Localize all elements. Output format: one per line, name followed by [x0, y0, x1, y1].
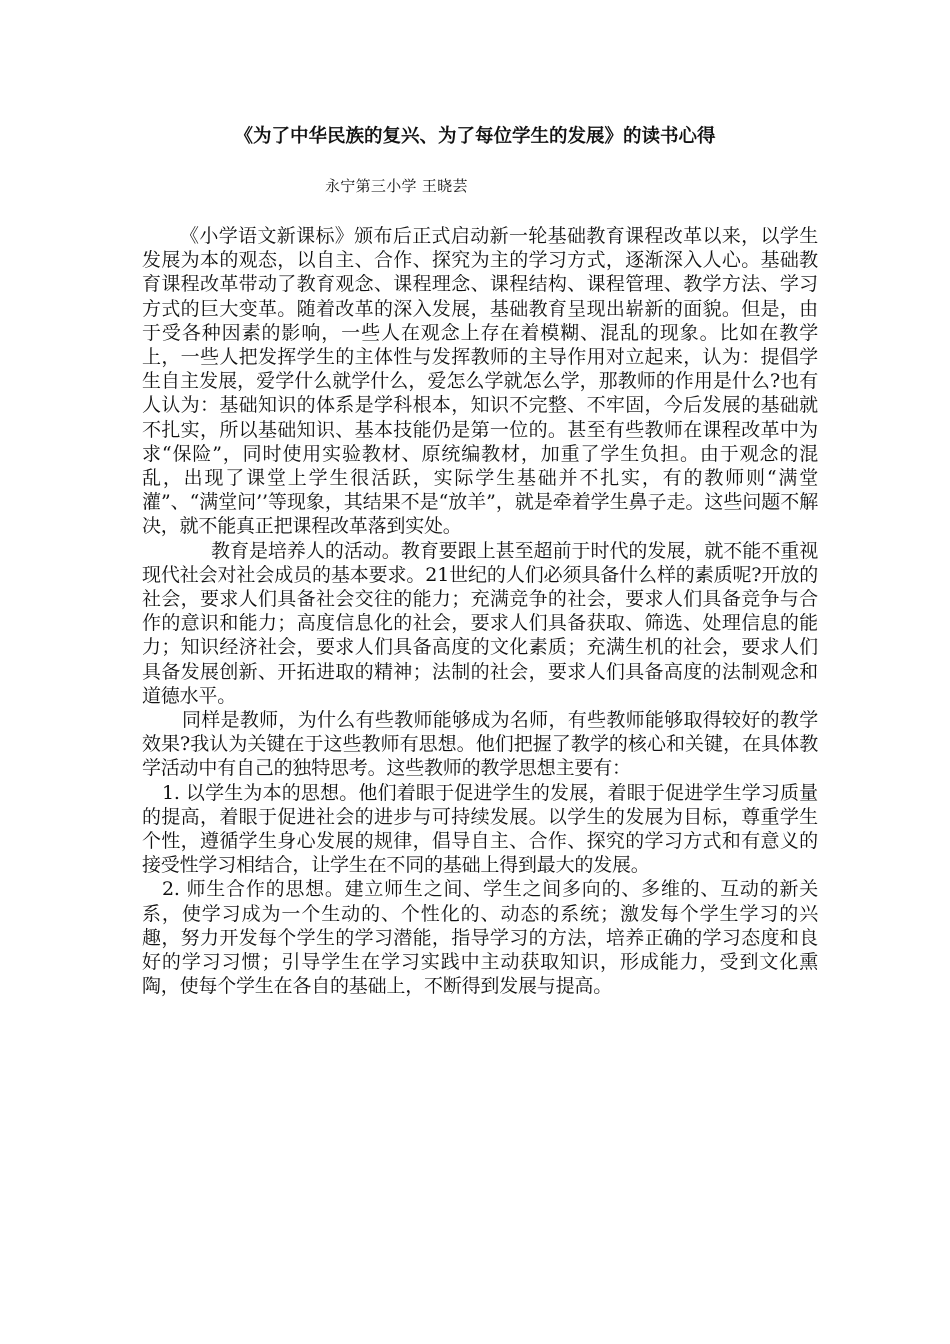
document-title: 《为了中华民族的复兴、为了每位学生的发展》的读书心得	[234, 126, 716, 147]
document-body	[142, 224, 818, 999]
paragraph-intro: 《小学语文新课标》颁布后正式启动新一轮基础教育课程改革以来，以学生发展为本的观态，以自主、合作、探究为主的学习方式，逐渐深入人心。基础教育课程改革带动了教育观念、课程理念、课程结构、课程管理、教学方法、学习方式的巨大变革。随着改革的深入发展，基础教育呈现出崭新的面貌。但是，由于受各种因素的影响，一些人在观念上存在着模糊、混乱的现象。比如在教学上，一些人把发挥学生的主体性与发挥教师的主导作用对立起来，认为：提倡学生自主发展，爱学什么就学什么，爱怎么学就怎么学，那教师的作用是什么?也有人认为：基础知识的体系是学科根本，知识不完整、不牢固，今后发展的基础就不扎实，所以基础知识、基本技能仍是第一位的。甚至有些教师在课程改革中为求“保险”，同时使用实验教材、原统编教材，加重了学生负担。由于观念的混乱，出现了课堂上学生很活跃，实际学生基础并不扎实，有的教师则“满堂灌”、“满堂问’’等现象，其结果不是“放羊”，就是牵着学生鼻子走。这些问题不解决，就不能真正把课程改革落到实处。	[142, 225, 818, 538]
list-item-student-centered: 1. 以学生为本的思想。他们着眼于促进学生的发展，着眼于促进学生学习质量的提高，着眼于促进社会的进步与可持续发展。以学生的发展为目标，尊重学生个性，遵循学生身心发展的规律，倡导自主、合作、探究的学习方式和有意义的接受性学习相结合，让学生在不同的基础上得到最大的发展。	[142, 781, 818, 877]
author-line: 永宁第三小学 王晓芸	[325, 177, 468, 195]
paragraph-teachers: 同样是教师，为什么有些教师能够成为名师，有些教师能够取得较好的教学效果?我认为关键在于这些教师有思想。他们把握了教学的核心和关键，在具体教学活动中有自己的独特思考。这些教师的教学思想主要有：	[142, 709, 818, 780]
paragraph-education: 教育是培养人的活动。教育要跟上甚至超前于时代的发展，就不能不重视现代社会对社会成员的基本要求。21世纪的人们必须具备什么样的素质呢?开放的社会，要求人们具备社会交往的能力；充满竞争的社会，要求人们具备竞争与合作的意识和能力；高度信息化的社会，要求人们具备获取、筛选、处理信息的能力；知识经济社会，要求人们具备高度的文化素质；充满生机的社会，要求人们具备发展创新、开拓进取的精神；法制的社会，要求人们具备高度的法制观念和道德水平。	[142, 539, 818, 707]
list-item-cooperation: 2. 师生合作的思想。建立师生之间、学生之间多向的、多维的、互动的新关系，使学习成为一个生动的、个性化的、动态的系统；激发每个学生学习的兴趣，努力开发每个学生的学习潜能，指导学习的方法，培养正确的学习态度和良好的学习习惯；引导学生在学习实践中主动获取知识，形成能力，受到文化熏陶，使每个学生在各自的基础上，不断得到发展与提高。	[142, 878, 818, 998]
